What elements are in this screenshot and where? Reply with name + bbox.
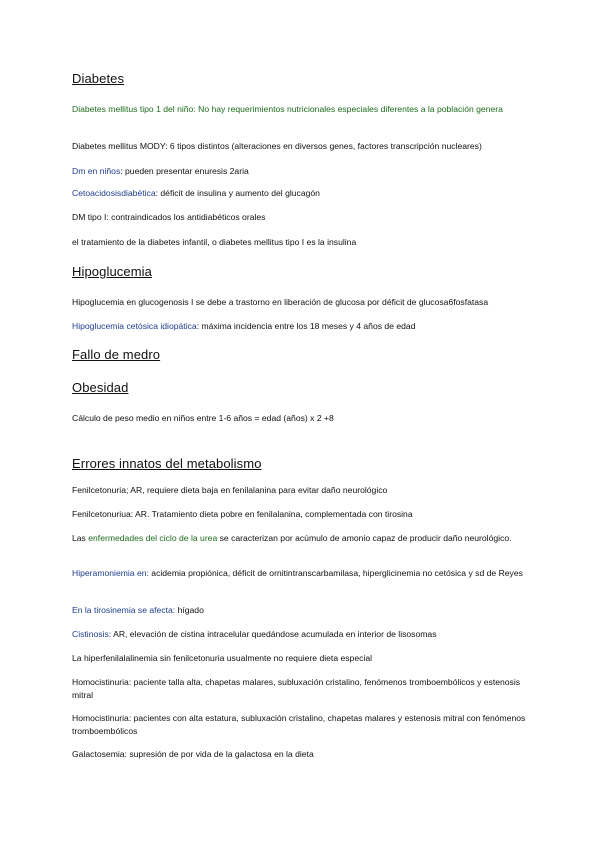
section-heading-obesidad: Obesidad bbox=[72, 380, 129, 395]
errores-paragraph-6-text: AR, elevación de cistina intracelular quedándose acumulada en interior de lisosomas bbox=[111, 629, 437, 639]
errores-paragraph-6 bbox=[72, 628, 532, 641]
errores-paragraph-5 bbox=[72, 604, 532, 617]
term-cetoacidosis: Cetoacidosisdiabética bbox=[72, 188, 156, 198]
term-tirosinemia: En la tirosinemia se afecta: bbox=[72, 605, 176, 615]
errores-paragraph-4-text: acidemia propiónica, déficit de ornitintranscarbamilasa, hiperglicinemia no cetósica y sd de Reyes bbox=[148, 568, 523, 578]
diabetes-paragraph-4 bbox=[72, 187, 532, 200]
diabetes-paragraph-2: Diabetes mellitus MODY: 6 tipos distintos (alteraciones en diversos genes, factores transcripción nucleares) bbox=[72, 141, 482, 151]
section-heading-fallo-de-medro: Fallo de medro bbox=[72, 347, 161, 362]
diabetes-paragraph-1: Diabetes mellitus tipo 1 del niño: No hay requerimientos nutricionales especiales diferentes a la población genera bbox=[72, 104, 503, 114]
diabetes-paragraph-5: DM tipo I: contraindicados los antidiabéticos orales bbox=[72, 212, 266, 222]
diabetes-paragraph-6: el tratamiento de la diabetes infantil, o diabetes mellitus tipo I es la insulina bbox=[72, 237, 357, 247]
term-hiperamoniemia: Hiperamoniemia en: bbox=[72, 568, 149, 578]
errores-paragraph-3-text: se caracterizan por acúmulo de amonio capaz de producir daño neurológico. bbox=[217, 533, 512, 543]
errores-paragraph-4 bbox=[72, 567, 532, 580]
obesidad-paragraph-1: Cálculo de peso medio en niños entre 1-6 años = edad (años) x 2 +8 bbox=[72, 413, 334, 423]
errores-paragraph-2: Fenilcetonuriua: AR. Tratamiento dieta pobre en fenilalanina, complementada con tirosina bbox=[72, 509, 413, 519]
term-ciclo-urea: enfermedades del ciclo de la urea bbox=[88, 533, 218, 543]
hipoglucemia-paragraph-1: Hipoglucemia en glucogenosis I se debe a trastorno en liberación de glucosa por déficit de glucosa6fosfatasa bbox=[72, 297, 489, 307]
errores-paragraph-9: Homocistinuria: pacientes con alta estatura, subluxación cristalino, chapetas malares y estenosis mitral con fenómenos tromboembólicos bbox=[72, 713, 526, 736]
hipoglucemia-paragraph-2-text: : máxima incidencia entre los 18 meses y 4 años de edad bbox=[196, 321, 416, 331]
section-heading-diabetes: Diabetes bbox=[72, 71, 125, 86]
hipoglucemia-paragraph-2 bbox=[72, 320, 532, 333]
errores-paragraph-7: La hiperfenilalalinemia sin fenilcetonuria usualmente no requiere dieta especial bbox=[72, 653, 373, 663]
diabetes-paragraph-3-text: : pueden presentar enuresis 2aria bbox=[120, 166, 249, 176]
term-hipoglucemia-cetosica: Hipoglucemia cetósica idiopática bbox=[72, 321, 197, 331]
errores-paragraph-10: Galactosemia: supresión de por vida de la galactosa en la dieta bbox=[72, 749, 314, 759]
section-heading-hipoglucemia: Hipoglucemia bbox=[72, 264, 152, 279]
errores-paragraph-3 bbox=[72, 532, 532, 545]
errores-paragraph-8: Homocistinuria: paciente talla alta, chapetas malares, subluxación cristalino, fenómenos tromboembólicos y estenosis mitral bbox=[72, 677, 521, 700]
term-dm-ninos: Dm en niños bbox=[72, 166, 121, 176]
diabetes-paragraph-4-text: : déficit de insulina y aumento del glucagón bbox=[155, 188, 320, 198]
term-cistinosis: Cistinosis: bbox=[72, 629, 112, 639]
section-heading-errores-innatos: Errores innatos del metabolismo bbox=[72, 456, 262, 471]
diabetes-paragraph-3 bbox=[72, 165, 532, 178]
errores-paragraph-1: Fenilcetonuria; AR, requiere dieta baja en fenilalanina para evitar daño neurológico bbox=[72, 485, 388, 495]
errores-paragraph-3-prefix: Las bbox=[72, 533, 89, 543]
errores-paragraph-5-text: hígado bbox=[175, 605, 204, 615]
